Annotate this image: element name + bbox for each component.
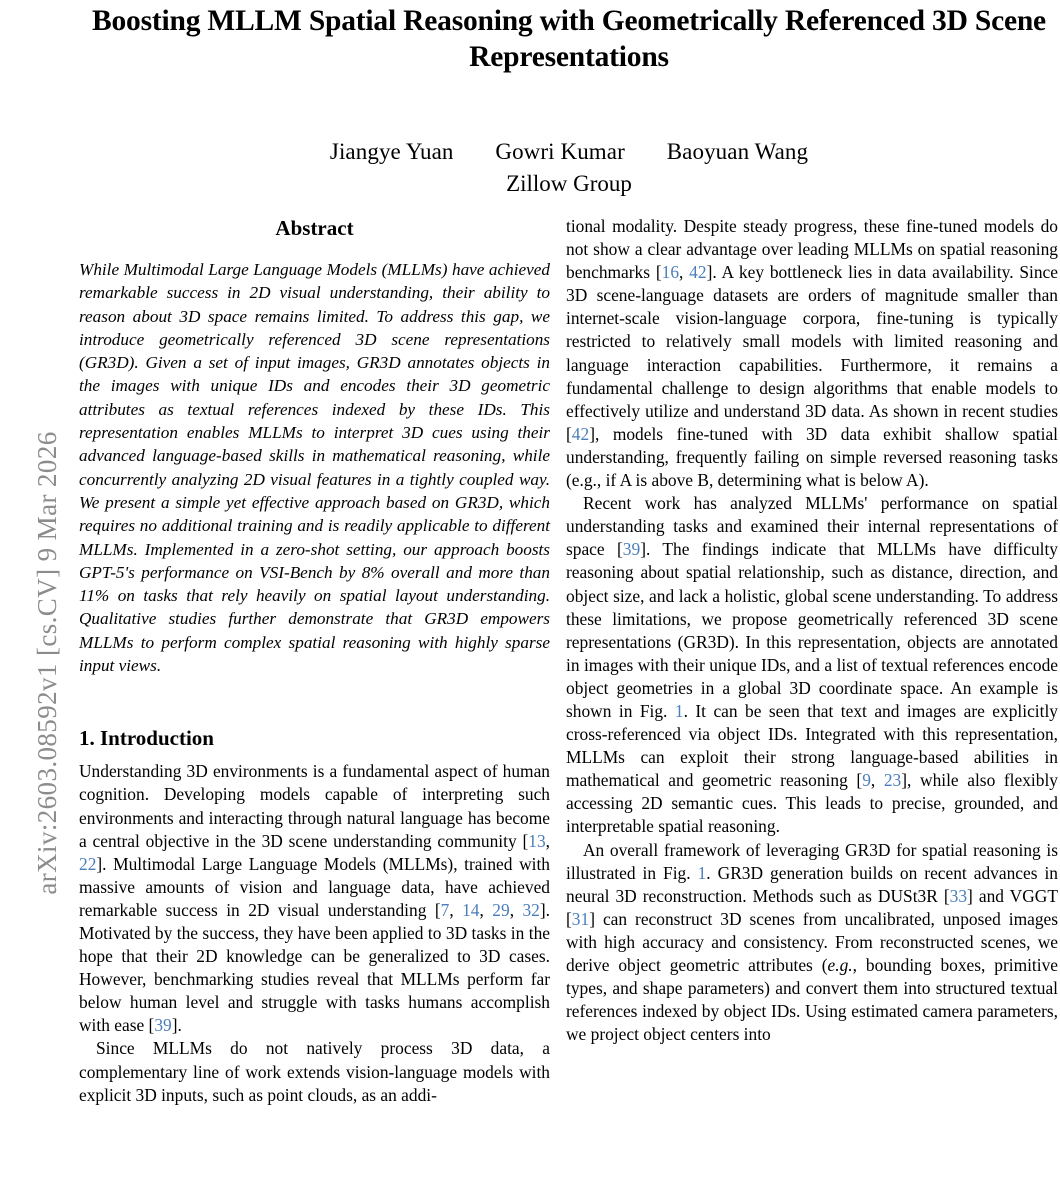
paper-header	[79, 0, 1059, 199]
citation-link[interactable]: 23	[883, 770, 902, 791]
citation-link[interactable]: 22	[79, 853, 97, 874]
citation-link[interactable]: 7	[440, 899, 450, 920]
abstract-heading: Abstract	[275, 216, 354, 240]
citation-link[interactable]: 42	[571, 423, 590, 444]
citation-link[interactable]: 32	[522, 899, 540, 920]
author-name: Gowri Kumar	[495, 139, 625, 164]
affiliation: Zillow Group	[506, 171, 632, 196]
right-column-paragraphs	[566, 215, 1058, 1046]
author-names-row	[79, 137, 1059, 167]
citation-link[interactable]: 42	[689, 262, 707, 283]
body-paragraph: An overall framework of leveraging GR3D for spatial reasoning is illustrated in Fig. 1. GR3D generation builds on recent advances in neural 3D reconstruction. Methods such as DUSt3R [33] and VGGT [31] can reconstruct 3D scenes from uncalibrated, unposed images with high accuracy and consistency. From reconstructed scenes, we derive object geometric attributes (e.g., bounding boxes, primitive types, and shape parameters) and convert them into structured textual references indexed by object IDs. Using estimated camera parameters, we project object centers into	[566, 839, 1059, 1045]
column-left	[79, 215, 550, 1107]
page-title: Boosting MLLM Spatial Reasoning with Geometrically Referenced 3D Scene Representations	[92, 5, 1046, 73]
arxiv-preprint-stamp: arXiv:2603.08592v1 [cs.CV] 9 Mar 2026	[32, 431, 62, 895]
citation-link[interactable]: 9	[862, 770, 871, 791]
citation-link[interactable]: 33	[949, 885, 968, 906]
section-spacer	[79, 677, 550, 725]
introduction-paragraphs	[79, 760, 550, 1106]
body-paragraph: tional modality. Despite steady progress, these fine-tuned models do not show a clear advantage over leading MLLMs on spatial reasoning benchmarks [16, 42]. A key bottleneck lies in data availability. Since 3D scene-language datasets are orders of magnitude smaller than internet-scale vision-language corpora, fine-tuning is typically restricted to relatively small models with limited reasoning and language interaction capabilities. Furthermore, it remains a fundamental challenge to design algorithms that enable models to effectively utilize and understand 3D data. As shown in recent studies [42], models fine-tuned with 3D data exhibit shallow spatial understanding, frequently failing on simple reversed reasoning tasks (e.g., if A is above B, determining what is below A).	[566, 216, 1058, 491]
citation-link[interactable]: 14	[462, 899, 480, 920]
citation-link[interactable]: 1	[697, 862, 707, 883]
citation-link[interactable]: 39	[154, 1015, 172, 1036]
citation-link[interactable]: 29	[492, 899, 510, 920]
introduction-heading: 1. Introduction	[79, 726, 214, 751]
abstract-body: While Multimodal Large Language Models (MLLMs) have achieved remarkable success in 2D visual understanding, their ability to reason about 3D space remains limited. To address this gap, we introduce geometrically referenced 3D scene representations (GR3D). Given a set of input images, GR3D annotates objects in the images with unique IDs and encodes their 3D geometric attributes as textual references indexed by these IDs. This representation enables MLLMs to interpret 3D cues using their advanced language-based skills in mathematical reasoning, while concurrently analyzing 2D visual features in a tightly coupled way. We present a simple yet effective approach based on GR3D, which requires no additional training and is readily applicable to different MLLMs. Implemented in a zero-shot setting, our approach boosts GPT-5's performance on VSI-Bench by 8% overall and more than 11% on tasks that rely heavily on spatial layout understanding. Qualitative studies further demonstrate that GR3D empowers MLLMs to perform complex spatial reasoning with highly sparse input views.	[79, 260, 550, 676]
body-paragraph: Understanding 3D environments is a fundamental aspect of human cognition. Developing models capable of interpreting such environments and interacting through natural language has become a central objective in the 3D scene understanding community [13, 22]. Multimodal Large Language Models (MLLMs), trained with massive amounts of vision and language data, have achieved remarkable success in 2D visual understanding [7, 14, 29, 32]. Motivated by the success, they have been applied to 3D tasks in the hope that their 2D knowledge can be generalized to 3D cases. However, benchmarking studies reveal that MLLMs perform far below human level and struggle with tasks humans accomplish with ease [39].	[79, 761, 551, 1036]
body-paragraph: Recent work has analyzed MLLMs' performance on spatial understanding tasks and examined their internal representations of space [39]. The findings indicate that MLLMs have difficulty reasoning about spatial relationship, such as distance, direction, and object size, and lack a holistic, global scene understanding. To address these limitations, we propose geometrically referenced 3D scene representations (GR3D). In this representation, objects are annotated in images with their unique IDs, and a list of textual references encode object geometries in a global 3D coordinate space. An example is shown in Fig. 1. It can be seen that text and images are explicitly cross-referenced via object IDs. Integrated with this representation, MLLMs can exploit their strong language-based abilities in mathematical and geometric reasoning [9, 23], while also flexibly accessing 2D semantic cues. This leads to precise, grounded, and interpretable spatial reasoning.	[566, 493, 1058, 837]
author-name: Jiangye Yuan	[329, 139, 454, 164]
body-paragraph: Since MLLMs do not natively process 3D data, a complementary line of work extends vision-language models with explicit 3D inputs, such as point clouds, as an addi-	[79, 1038, 550, 1105]
citation-link[interactable]: 16	[661, 262, 680, 283]
author-block	[79, 137, 1059, 199]
citation-link[interactable]: 39	[622, 539, 641, 560]
citation-link[interactable]: 31	[571, 908, 590, 929]
emphasis-text: e.g.	[827, 955, 853, 975]
citation-link[interactable]: 13	[528, 830, 546, 851]
citation-link[interactable]: 1	[674, 700, 684, 721]
author-name: Baoyuan Wang	[666, 139, 809, 164]
column-right	[566, 215, 1058, 1046]
